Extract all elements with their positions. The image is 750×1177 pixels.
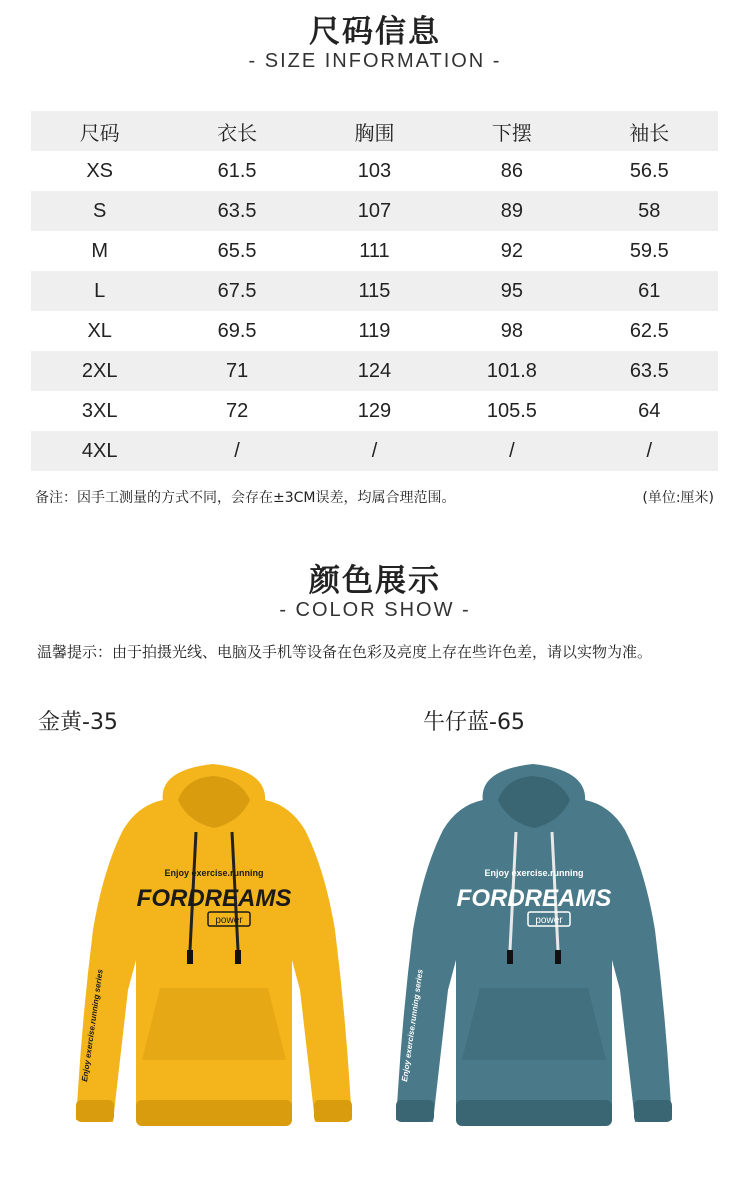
hoodie-body (396, 800, 672, 1126)
measurement-cell: 86 (500, 159, 523, 182)
chest-small-print: Enjoy exercise.running (484, 868, 584, 878)
hoodie-image-golden (68, 760, 358, 1135)
table-row (31, 311, 718, 351)
aglet-right (235, 950, 241, 964)
table-row (31, 231, 718, 271)
chest-logo-print: FORDREAMS (136, 885, 292, 912)
measurement-cell: 61 (638, 279, 661, 302)
size-cell: XL (87, 319, 112, 342)
size-cell: 3XL (81, 399, 118, 422)
table-row (31, 351, 718, 391)
chest-badge-text: power (215, 915, 243, 926)
measurement-cell: 62.5 (629, 319, 669, 342)
measurement-cell: 111 (359, 239, 390, 262)
size-cell: M (91, 239, 109, 262)
aglet-left (507, 950, 513, 964)
table-header-cell: 下摆 (491, 120, 532, 145)
right-cuff (634, 1100, 672, 1122)
measurement-cell: 61.5 (217, 159, 257, 182)
measurement-note: 备注：因手工测量的方式不同，会存在±3CM误差，均属合理范围。 (35, 490, 456, 506)
measurement-cell: 67.5 (217, 279, 257, 302)
measurement-cell: 71 (225, 359, 249, 382)
table-row (31, 391, 718, 431)
size-cell: S (93, 199, 107, 222)
measurement-cell: 89 (500, 199, 523, 222)
measurement-cell: 59.5 (629, 239, 669, 262)
measurement-cell: 107 (357, 199, 392, 222)
sleeve-print: Enjoy exercise.running series (400, 968, 425, 1083)
aglet-right (555, 950, 561, 964)
size-table (31, 111, 718, 471)
size-section-subtitle: - SIZE INFORMATION - (248, 50, 502, 72)
measurement-cell: / (371, 439, 378, 462)
left-cuff (76, 1100, 114, 1122)
size-cell: L (94, 279, 106, 302)
color-label-denim-blue: 牛仔蓝-65 (423, 710, 525, 735)
measurement-cell: 64 (638, 399, 661, 422)
measurement-cell: 72 (225, 399, 249, 422)
kangaroo-pocket (142, 988, 286, 1060)
table-row (31, 191, 718, 231)
measurement-cell: 119 (358, 319, 391, 342)
measurement-cell: 103 (357, 159, 392, 182)
size-cell: XS (86, 159, 114, 182)
measurement-cell: 58 (638, 199, 661, 222)
size-cell: 2XL (81, 359, 118, 382)
measurement-cell: 124 (357, 359, 392, 382)
measurement-cell: 115 (358, 279, 391, 302)
chest-badge-text: power (535, 915, 563, 926)
measurement-cell: 63.5 (217, 199, 257, 222)
measurement-cell: 69.5 (217, 319, 257, 342)
measurement-cell: 56.5 (629, 159, 669, 182)
table-header-cell: 尺码 (79, 120, 120, 145)
color-label-golden: 金黄-35 (38, 710, 118, 735)
measurement-cell: 92 (500, 239, 523, 262)
sleeve-print: Enjoy exercise.running series (80, 968, 105, 1083)
unit-note: (单位:厘米) (642, 490, 714, 506)
measurement-cell: / (509, 439, 515, 462)
color-section-subtitle: - COLOR SHOW - (279, 599, 471, 621)
table-row (31, 151, 718, 191)
measurement-cell: / (234, 439, 240, 462)
hoodie-body (76, 800, 352, 1126)
measurement-cell: 105.5 (486, 399, 537, 422)
measurement-cell: 95 (500, 279, 523, 302)
table-row (31, 271, 718, 311)
left-cuff (396, 1100, 434, 1122)
right-cuff (314, 1100, 352, 1122)
chest-small-print: Enjoy exercise.running (164, 868, 264, 878)
size-cell: 4XL (81, 439, 118, 462)
size-section-title: 尺码信息 (309, 14, 441, 50)
table-header-row (31, 111, 718, 151)
table-header-cell: 胸围 (354, 120, 395, 145)
measurement-cell: 65.5 (217, 239, 257, 262)
chest-logo-print: FORDREAMS (456, 885, 612, 912)
hoodie-image-denim-blue (388, 760, 678, 1135)
hoodie-hem (136, 1100, 292, 1126)
table-header-cell: 衣长 (217, 120, 258, 145)
measurement-cell: 129 (357, 399, 392, 422)
hoodie-hem (456, 1100, 612, 1126)
measurement-cell: 101.8 (486, 359, 537, 382)
color-tip: 温馨提示：由于拍摄光线、电脑及手机等设备在色彩及亮度上存在些许色差，请以实物为准。 (37, 643, 653, 661)
table-row (31, 431, 718, 471)
kangaroo-pocket (462, 988, 606, 1060)
aglet-left (187, 950, 193, 964)
table-header-cell: 袖长 (629, 120, 670, 145)
measurement-cell: 63.5 (629, 359, 669, 382)
measurement-cell: / (646, 439, 653, 462)
color-section-title: 颜色展示 (309, 563, 441, 599)
measurement-cell: 98 (500, 319, 523, 342)
